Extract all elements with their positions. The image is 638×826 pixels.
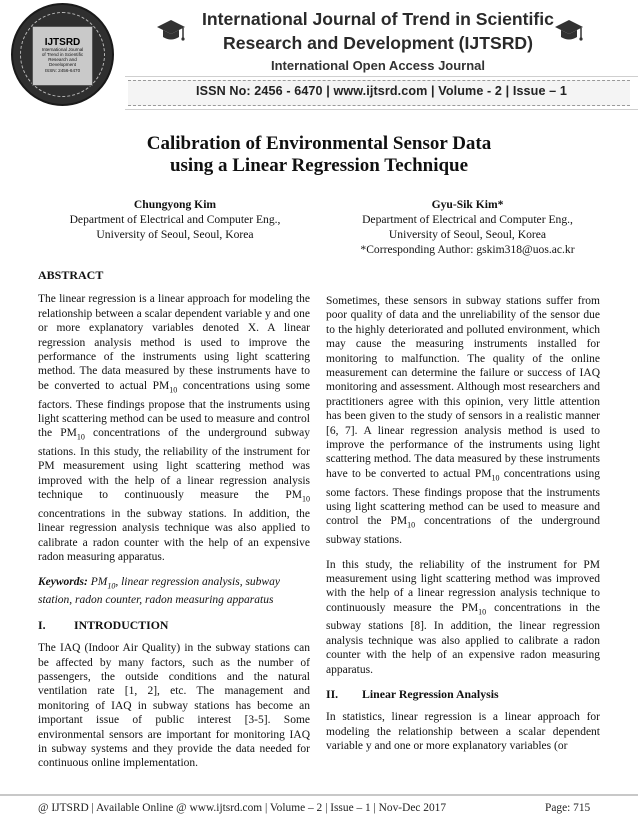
author-name: Chungyong Kim	[133, 198, 217, 211]
author-university: University of Seoul, Seoul, Korea	[96, 228, 254, 241]
graduation-cap-icon	[554, 18, 584, 44]
right-column	[326, 268, 600, 754]
section-heading-introduction	[38, 618, 310, 632]
seal-line-1: International Journal	[41, 47, 84, 53]
graduation-cap-icon	[156, 18, 186, 44]
seal-abbr: IJTSRD	[44, 36, 81, 48]
paper-title-line-2: using a Linear Regression Technique	[169, 155, 469, 176]
open-access-label: International Open Access Journal	[270, 58, 486, 73]
author-department: Department of Electrical and Computer Eng.,	[69, 213, 281, 226]
issn-line: ISSN No: 2456 - 6470 | www.ijtsrd.com | Volume - 2 | Issue – 1	[196, 84, 567, 98]
section-title: INTRODUCTION	[74, 617, 169, 632]
body-paragraph-3: In statistics, linear regression is a linear approach for modeling the relationship between a scalar dependent variable y and one or more explanatory variables (or	[326, 711, 600, 753]
introduction-text: The IAQ (Indoor Air Quality) in the subway stations can be affected by many factors, such as the number of passengers, the outside conditions and the natural ventilation rate [1, 2], etc. The management and monitoring of IAQ in subway stations has become an important issue of public interest [3-5]. Some environmental sensors are important for monitoring IAQ in subway systems and they provide the data needed for continuous online implementation.	[38, 642, 310, 770]
seal-center	[32, 26, 93, 86]
issn-band	[125, 76, 638, 110]
journal-title-line-2: Research and Development (IJTSRD)	[223, 33, 533, 53]
abstract-text: The linear regression is a linear approach for modeling the relationship between a scalar dependent variable y and one or more explanatory variables denoted X. A linear regression analysis method is used to improve the performance of the instruments using light scattering method. The data measured by these instruments have to be converted to actual $PM_{10}$ concentrations using some factors. These findings propose that the instruments using light scattering method can be used to measure and control the $PM_{10}$ concentrations of the underground subway stations. In this study, the reliability of the instrument for PM measurement using light scattering method was improved with the help of a linear regression analysis technique to continuously measure the $PM_{10}$ concentrations in the subway stations. In addition, the linear regression analysis technique was also applied to calibrate a radon counter with the help of an expensive radon measuring apparatus.	[38, 293, 310, 564]
footer-divider	[0, 794, 638, 796]
keywords	[38, 575, 310, 608]
seal-issn: ISSN: 2456-6470	[44, 68, 81, 74]
seal-line-4: Development	[48, 61, 77, 67]
paper-title-line-1: Calibration of Environmental Sensor Data	[146, 133, 492, 154]
seal-line-3: Research and	[48, 56, 77, 62]
section-number: II.	[326, 687, 339, 702]
author-block-1	[40, 197, 310, 242]
author-department: Department of Electrical and Computer Eng.,	[362, 213, 573, 226]
keywords-text: $PM_{10}$, linear regression analysis, subway station, radon counter, radon measuring apparatus	[38, 575, 280, 607]
author-university: University of Seoul, Seoul, Korea	[388, 228, 547, 241]
page-number: Page: 715	[545, 802, 591, 814]
author-block-2	[330, 197, 605, 257]
section-heading-linear-regression	[326, 687, 600, 701]
footer-text: @ IJTSRD | Available Online @ www.ijtsrd.com | Volume – 2 | Issue – 1 | Nov-Dec 2017	[38, 802, 447, 814]
body-paragraph-1: Sometimes, these sensors in subway stations suffer from poor quality of data and the unreliability of the sensor due to the highly deteriorated and polluted environment, which may cause the measuring instruments installed for monitoring to malfunction. The quality of the online measurement can determine the failure or success of IAQ monitoring and assessment. Although most researchers and practitioners agree with this opinion, very little attention has been given to the study of sensors in a realistic manner [6, 7]. A linear regression analysis method is used to improve the performance of the instruments using light scattering method. The data measured by these instruments have to be converted to actual $PM_{10}$ concentrations using some factors. These findings propose that the instruments using light scattering method can be used to measure and control the $PM_{10}$ concentrations of the underground subway stations.	[326, 295, 600, 547]
abstract-heading: ABSTRACT	[38, 268, 104, 282]
keywords-label: Keywords:	[38, 575, 88, 588]
body-paragraph-2: In this study, the reliability of the instrument for PM measurement using light scattering method was improved with the help of a linear regression analysis technique to continuously measure the $PM_{10}$ concentrations in the subway stations [8]. In addition, the linear regression analysis technique was also applied to calibrate a radon counter with the help of an expensive radon measuring apparatus.	[326, 558, 600, 676]
left-column	[38, 268, 310, 771]
journal-seal-logo	[11, 3, 114, 106]
section-title: Linear Regression Analysis	[362, 687, 499, 702]
section-number: I.	[38, 617, 46, 632]
journal-header	[0, 0, 638, 118]
journal-title-line-1: International Journal of Trend in Scientific	[202, 9, 554, 29]
author-name: Gyu-Sik Kim*	[431, 198, 504, 211]
page-footer	[0, 790, 638, 826]
seal-line-2: of Trend in Scientific	[41, 52, 84, 58]
corresponding-author: *Corresponding Author: gskim318@uos.ac.kr	[360, 243, 575, 256]
